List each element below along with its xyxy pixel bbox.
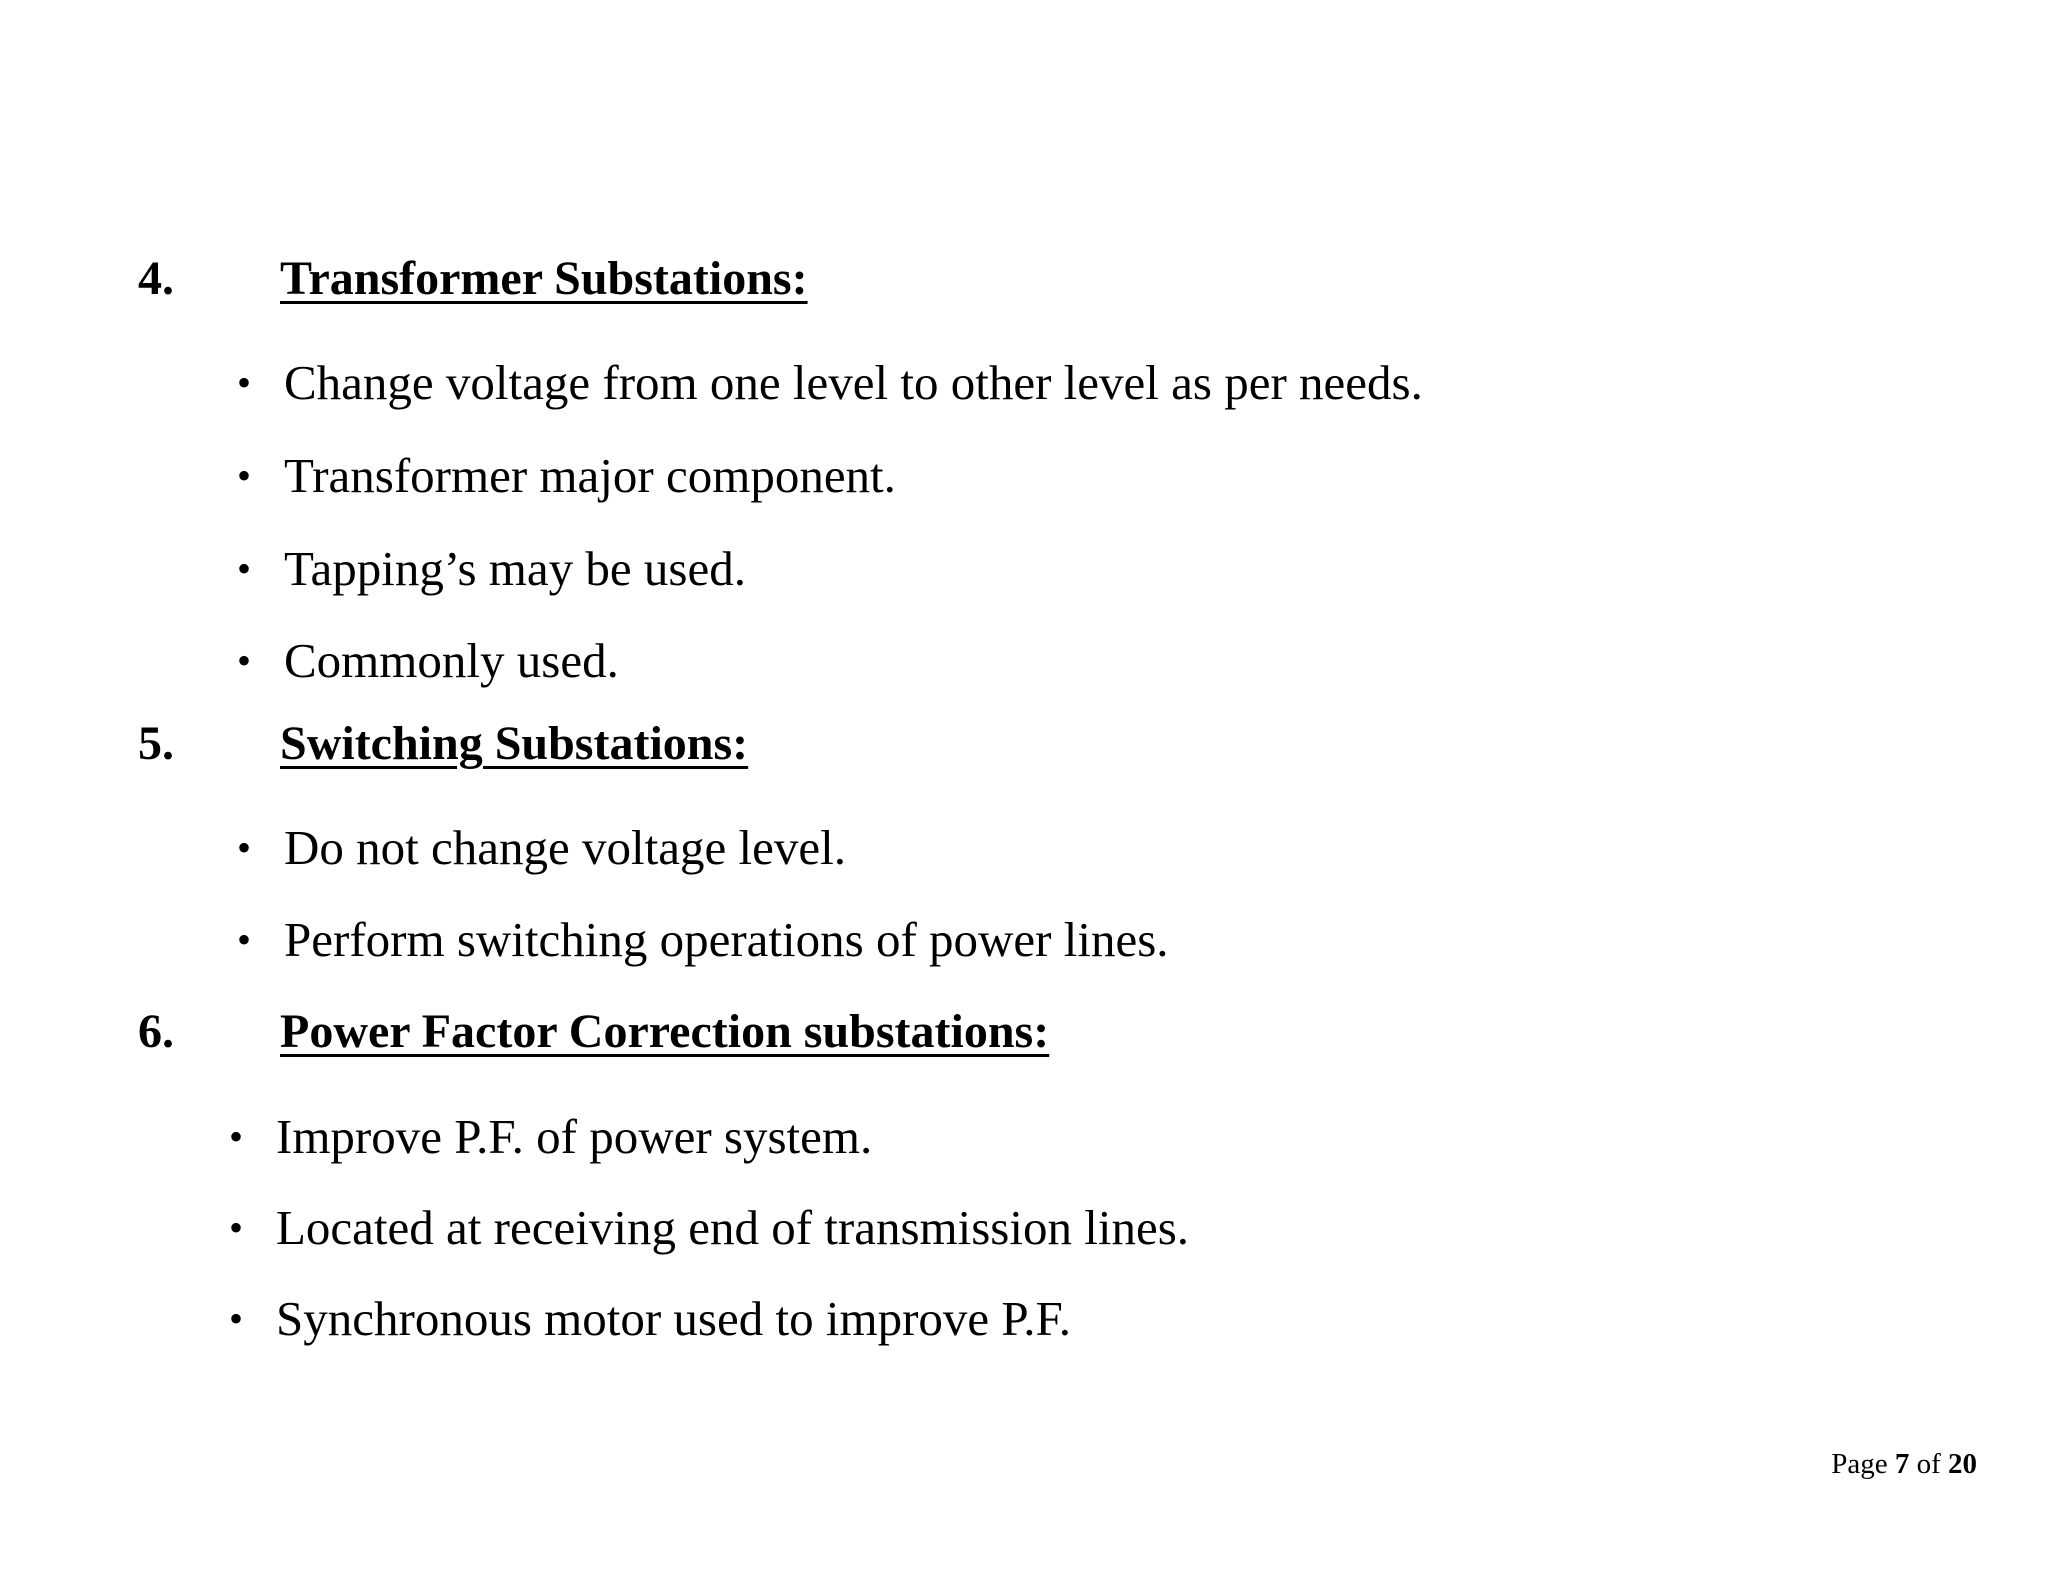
- section-title: Switching Substations:: [280, 717, 749, 770]
- bullet-icon: •: [229, 1114, 244, 1159]
- section-number: 4.: [138, 252, 174, 305]
- bullet-icon: •: [237, 546, 252, 591]
- current-page: 7: [1894, 1448, 1910, 1480]
- bullet-icon: •: [229, 1296, 244, 1341]
- bullet-icon: •: [237, 638, 252, 683]
- total-pages: 20: [1948, 1448, 1977, 1480]
- of-label: of: [1916, 1448, 1941, 1480]
- section-title: Transformer Substations:: [280, 252, 808, 305]
- bullet-icon: •: [237, 360, 252, 405]
- section-number: 5.: [138, 717, 174, 770]
- page-label: Page: [1831, 1448, 1888, 1480]
- bullet-icon: •: [237, 917, 252, 962]
- bullet-icon: •: [229, 1205, 244, 1250]
- bullet-icon: •: [237, 453, 252, 498]
- page-number: [1831, 1450, 1977, 1479]
- section-number: 6.: [138, 1005, 174, 1058]
- bullet-icon: •: [237, 825, 252, 870]
- section-title: Power Factor Correction substations:: [280, 1005, 1050, 1058]
